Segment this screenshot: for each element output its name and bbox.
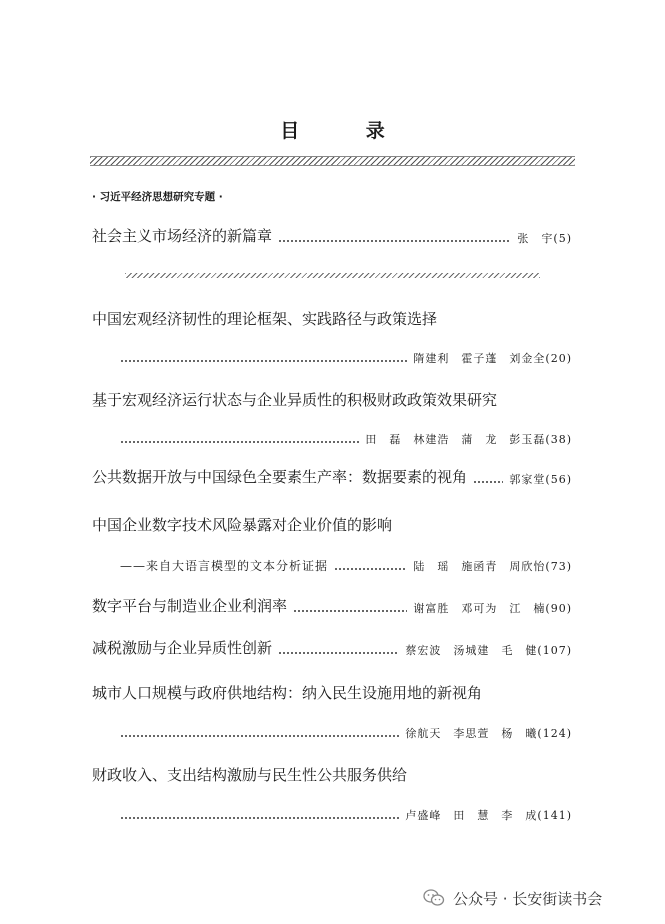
watermark-text: 公众号 · 长安街读书会 (453, 889, 603, 908)
toc-entry[interactable] (92, 228, 572, 246)
entry-subtitle: ——来自大语言模型的文本分析证据 (120, 559, 329, 573)
leader-dots (120, 441, 359, 443)
entry-authors: 卢盛峰 田 慧 李 成(141) (405, 809, 572, 822)
entry-authors: 张 宇(5) (517, 232, 572, 245)
entry-title[interactable]: 中国企业数字技术风险暴露对企业价值的影响 (92, 516, 393, 534)
ornamental-divider (90, 156, 575, 166)
page-title: 目 录 (280, 120, 415, 142)
leader-dots (120, 817, 399, 819)
entry-title: 公共数据开放与中国绿色全要素生产率：数据要素的视角 (92, 468, 468, 486)
toc-entry-authors-row (92, 805, 572, 823)
toc-entry-authors-row (92, 429, 572, 447)
leader-dots (278, 652, 399, 654)
entry-title: 减税激励与企业异质性创新 (92, 639, 273, 657)
toc-entry[interactable] (92, 640, 572, 658)
entry-authors: 谢富胜 邓可为 江 楠(90) (413, 602, 572, 615)
leader-dots (334, 568, 407, 570)
leader-dots (473, 481, 503, 483)
entry-title[interactable]: 城市人口规模与政府供地结构：纳入民生设施用地的新视角 (92, 684, 483, 702)
entry-title[interactable]: 基于宏观经济运行状态与企业异质性的积极财政政策效果研究 (92, 391, 498, 409)
watermark (423, 886, 602, 910)
toc-entry[interactable] (92, 598, 572, 616)
entry-title: 数字平台与制造业企业利润率 (92, 597, 288, 615)
toc-entry-authors-row (92, 348, 572, 366)
entry-authors: 田 磊 林建浩 蒲 龙 彭玉磊(38) (365, 433, 572, 446)
entry-authors: 徐航天 李思萱 杨 曦(124) (405, 727, 572, 740)
entry-authors: 隋建利 霍子蓬 刘金全(20) (413, 352, 572, 365)
entry-authors: 蔡宏波 汤城建 毛 健(107) (405, 644, 572, 657)
leader-dots (293, 610, 407, 612)
entry-title[interactable]: 中国宏观经济韧性的理论框架、实践路径与政策选择 (92, 310, 438, 328)
leader-dots (120, 360, 407, 362)
entry-title: 社会主义市场经济的新篇章 (92, 227, 273, 245)
toc-entry-authors-row (92, 723, 572, 741)
toc-entry[interactable] (92, 469, 572, 487)
section-divider (125, 273, 540, 278)
entry-authors: 郭家堂(56) (509, 473, 572, 486)
entry-title[interactable]: 财政收入、支出结构激励与民生性公共服务供给 (92, 766, 408, 784)
section-label: · 习近平经济思想研究专题 · (92, 191, 223, 203)
entry-authors: 陆 瑶 施函青 周欣怡(73) (413, 560, 572, 573)
toc-entry-authors-row (92, 556, 572, 574)
wechat-icon (423, 889, 445, 907)
leader-dots (120, 735, 399, 737)
leader-dots (278, 240, 511, 242)
